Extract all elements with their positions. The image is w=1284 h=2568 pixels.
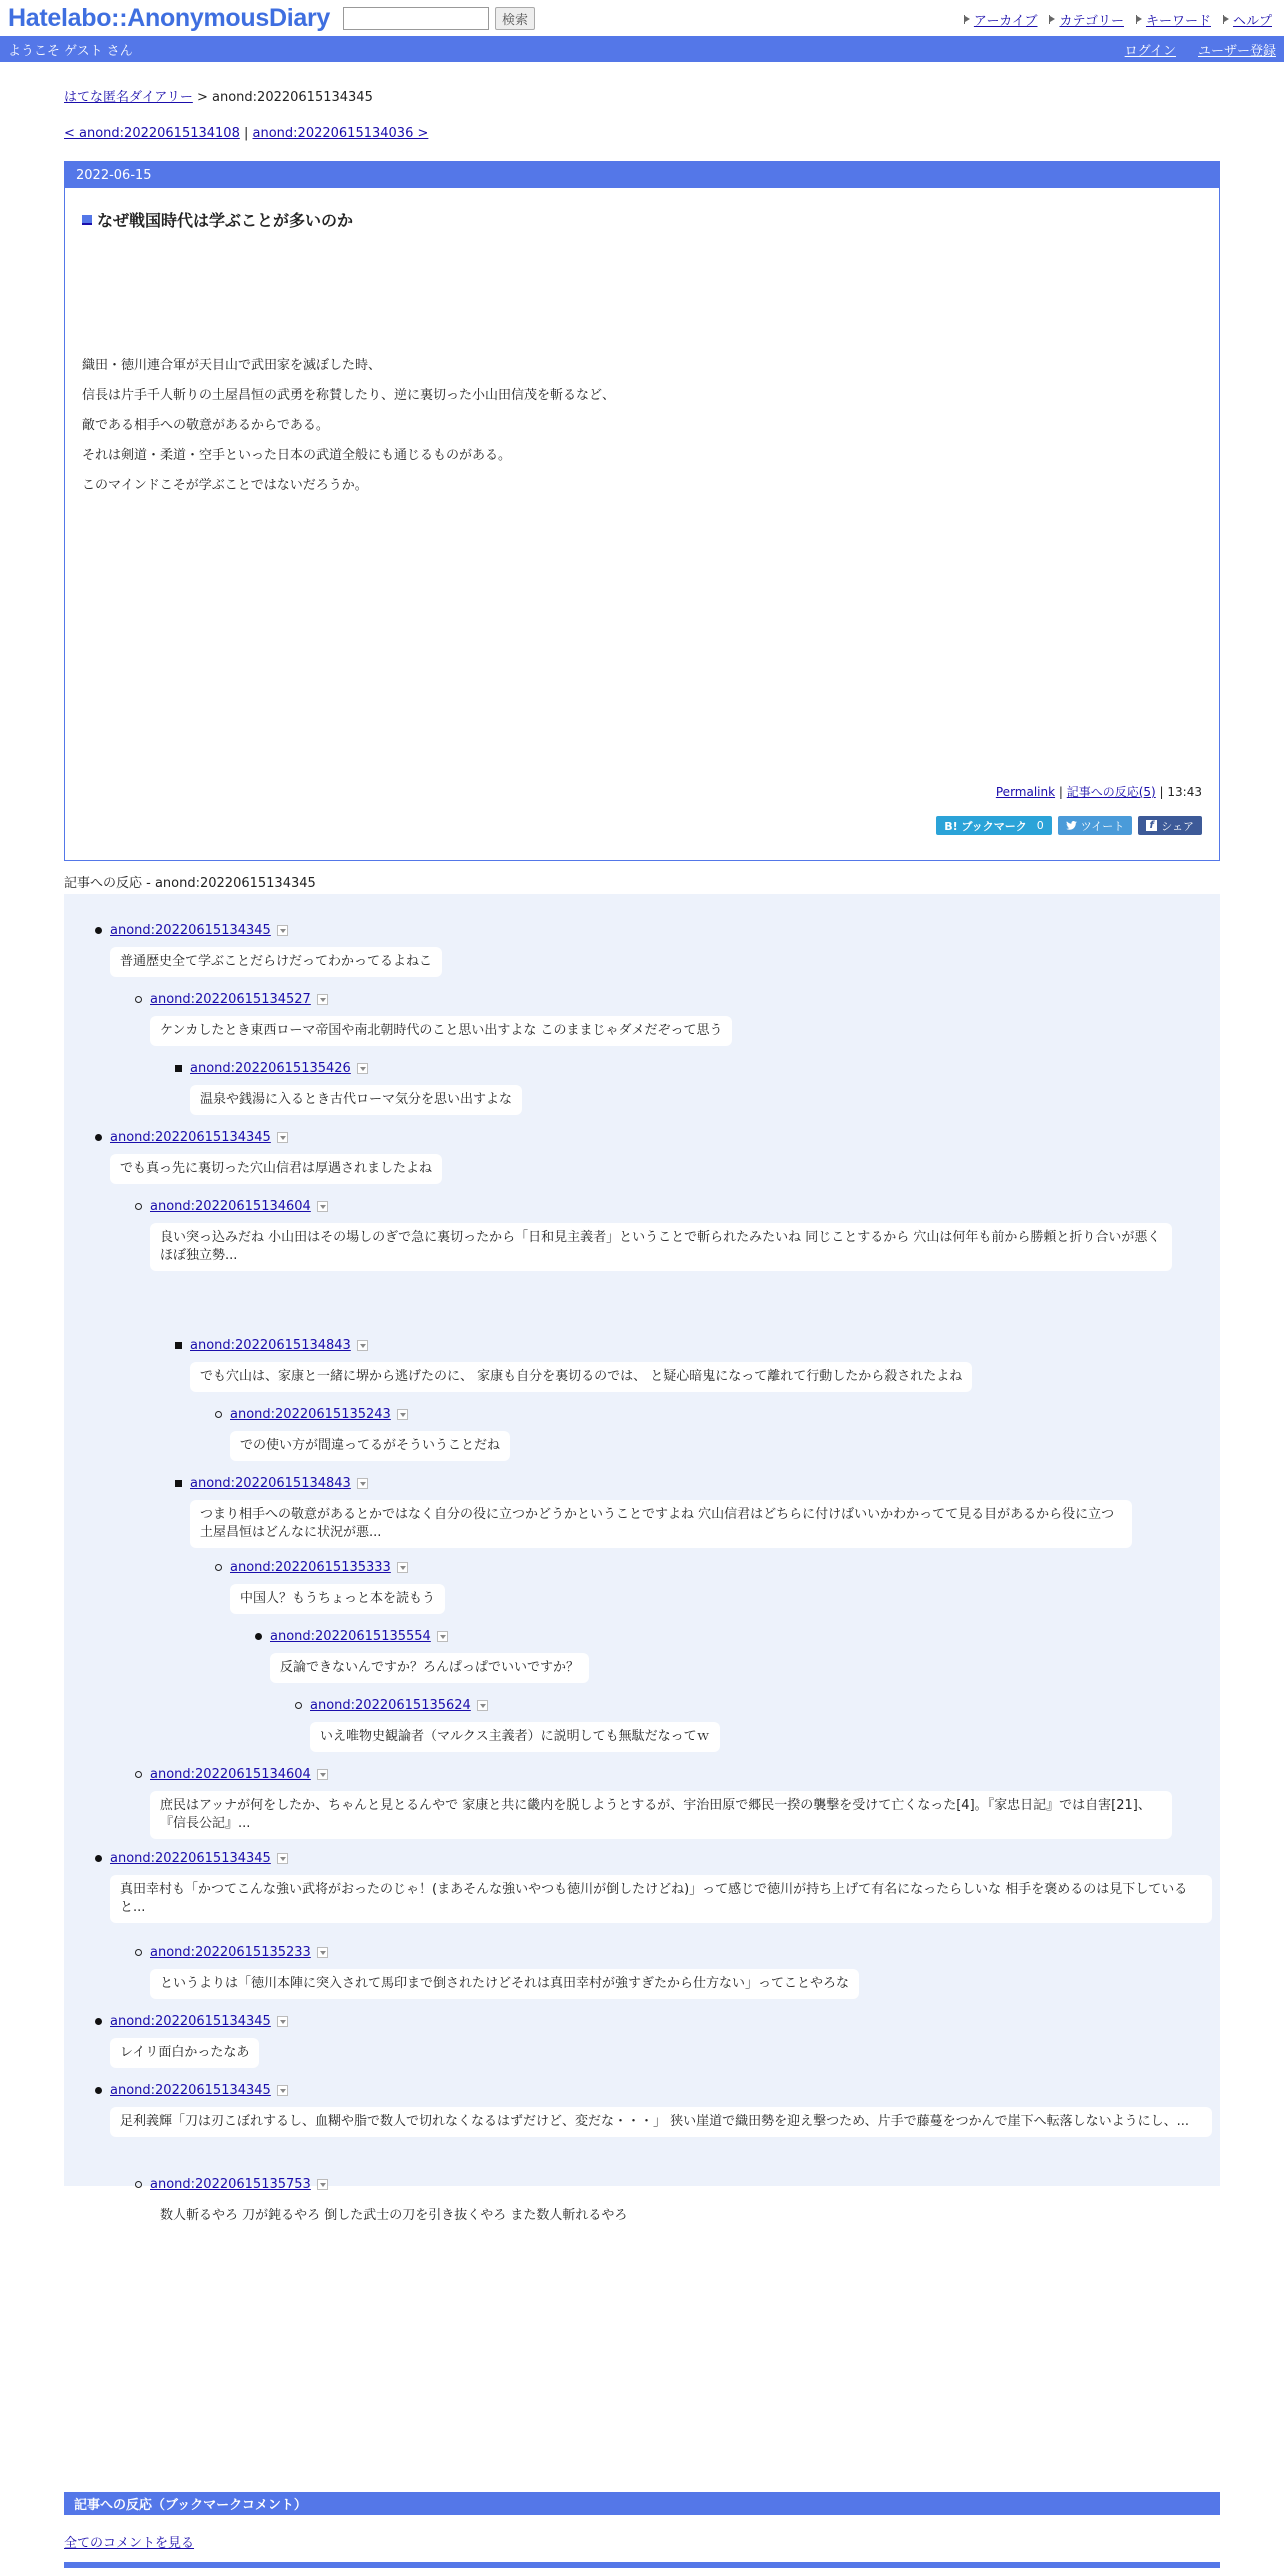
list-bullet-icon [215, 1564, 222, 1571]
header [0, 0, 1284, 36]
article-title-text: なぜ戦国時代は学ぶことが多いのか [97, 211, 354, 230]
arrow-right-icon [964, 15, 970, 24]
list-bullet-icon [95, 1134, 102, 1141]
all-comments-link[interactable]: 全てのコメントを見る [64, 2536, 195, 2551]
comment-header [175, 1475, 368, 1492]
body-line: 信長は片手千人斬りの土屋昌恒の武勇を称賛したり、逆に裏切った小山田信茂を斬るなど、 [82, 388, 616, 403]
comment-header [95, 922, 288, 939]
comment-bubble: 庶民はアッナが何をしたか、ちゃんと見とるんやで 家康と共に畿内を脱しようとするが、宇治田原で郷民一揆の襲撃を受けて亡くなった[4]。『家忠日記』では自害[21]、『信長公記』... [150, 1791, 1172, 1839]
bookmark-count: 0 [1036, 819, 1044, 832]
comment-header [295, 1697, 488, 1714]
comment-bubble: 良い突っ込みだね 小山田はその場しのぎで急に裏切ったから「日和見主義者」ということで斬られたみたいね 同じことするから 穴山は何年も前から勝頼と折り合いが悪くほぼ独立勢... [150, 1223, 1172, 1271]
comment-bubble: 真田幸村も「かつてこんな強い武将がおったのじゃ！(まあそんな強いやつも徳川が倒したけどね)」って感じで徳川が持ち上げて有名になったらしいな 相手を褒めるのは見下していると... [110, 1875, 1212, 1923]
comment-header [135, 1944, 328, 1961]
dropdown-icon[interactable] [277, 2016, 288, 2027]
reactions-link[interactable]: 記事への反応(5) [1066, 785, 1156, 799]
arrow-right-icon [1223, 15, 1229, 24]
comment-id-link[interactable]: anond:20220615135426 [190, 1061, 351, 1076]
comment-header [95, 2082, 288, 2099]
comment-bubble: 普通歴史全て学ぶことだらけだってわかってるよねこ [110, 947, 442, 977]
article-title [82, 208, 353, 231]
list-bullet-icon [215, 1411, 222, 1418]
comment-header [215, 1406, 408, 1423]
dropdown-icon[interactable] [357, 1063, 368, 1074]
comment-header [255, 1628, 448, 1645]
list-bullet-icon [295, 1702, 302, 1709]
dropdown-icon[interactable] [397, 1562, 408, 1573]
list-bullet-icon [95, 927, 102, 934]
comment-bubble: 足利義輝「刀は刃こぼれするし、血糊や脂で数人で切れなくなるはずだけど、変だな・・・」 狭い崖道で織田勢を迎え撃つため、片手で藤蔓をつかんで崖下へ転落しないようにし、... [110, 2107, 1212, 2137]
prev-entry-link[interactable]: < anond:20220615134108 [64, 126, 240, 141]
list-bullet-icon [95, 2018, 102, 2025]
dropdown-icon[interactable] [317, 1769, 328, 1780]
hatena-bookmark-label: B! ブックマーク [944, 819, 1027, 833]
comment-header [175, 1060, 368, 1077]
article-date: 2022-06-15 [65, 162, 1219, 188]
comment-id-link[interactable]: anond:20220615135233 [150, 1945, 311, 1960]
dropdown-icon[interactable] [437, 1631, 448, 1642]
permalink[interactable]: Permalink [995, 785, 1056, 799]
login-link[interactable]: ログイン [1124, 43, 1176, 59]
pager-separator: | [239, 126, 253, 141]
next-entry-link[interactable]: anond:20220615134036 > [252, 126, 429, 141]
comment-id-link[interactable]: anond:20220615134604 [150, 1199, 311, 1214]
breadcrumb [64, 86, 373, 105]
comment-id-link[interactable]: anond:20220615135243 [230, 1407, 391, 1422]
comment-header [95, 1850, 288, 1867]
comment-bubble: 反論できないんですか？ろんぱっぱでいいですか？ [270, 1653, 589, 1683]
dropdown-icon[interactable] [357, 1478, 368, 1489]
dropdown-icon[interactable] [317, 1947, 328, 1958]
list-bullet-icon [135, 1771, 142, 1778]
hatena-bookmark-button[interactable] [936, 816, 1051, 835]
comment-bubble: というよりは「徳川本陣に突入されて馬印まで倒されたけどそれは真田幸村が強すぎたから仕方ない」ってことやろな [150, 1969, 859, 1999]
search-input[interactable] [343, 7, 489, 30]
twitter-bird-icon [1066, 821, 1077, 830]
list-bullet-icon [135, 1203, 142, 1210]
comment-id-link[interactable]: anond:20220615135333 [230, 1560, 391, 1575]
body-line: 織田・徳川連合軍が天目山で武田家を滅ぼした時、 [82, 358, 382, 373]
comment-id-link[interactable]: anond:20220615134345 [110, 1851, 271, 1866]
dropdown-icon[interactable] [317, 994, 328, 1005]
list-bullet-icon [135, 1949, 142, 1956]
comment-id-link[interactable]: anond:20220615134527 [150, 992, 311, 1007]
dropdown-icon[interactable] [477, 1700, 488, 1711]
body-line: このマインドこそが学ぶことではないだろうか。 [82, 478, 368, 493]
article [64, 161, 1220, 861]
dropdown-icon[interactable] [317, 2179, 328, 2190]
comment-bubble: つまり相手への敬意があるとかではなく自分の役に立つかどうかということですよね 穴山信君はどちらに付けばいいかわかってて見る目があるから役に立つ 土屋昌恒はどんなに状況が悪... [190, 1500, 1132, 1548]
reactions-header: 記事への反応 - anond:20220615134345 [64, 872, 1220, 896]
comment-id-link[interactable]: anond:20220615135554 [270, 1629, 431, 1644]
comment-bubble: レイリ面白かったなあ [110, 2038, 259, 2068]
comment-tree [64, 894, 1220, 2223]
list-bullet-icon [175, 1342, 182, 1349]
comment-id-link[interactable]: anond:20220615134345 [110, 2083, 271, 2098]
list-bullet-icon [135, 2181, 142, 2188]
nav-help[interactable]: ヘルプ [1223, 10, 1272, 29]
list-bullet-icon [95, 2087, 102, 2094]
comment-header [95, 2013, 288, 2030]
user-bar [0, 36, 1284, 62]
list-bullet-icon [175, 1480, 182, 1487]
comment-id-link[interactable]: anond:20220615134345 [110, 2014, 271, 2029]
facebook-f-icon: f [1146, 820, 1157, 831]
dropdown-icon[interactable] [277, 1853, 288, 1864]
comment-id-link[interactable]: anond:20220615134345 [110, 1130, 271, 1145]
dropdown-icon[interactable] [397, 1409, 408, 1420]
nav-category[interactable]: カテゴリー [1049, 10, 1123, 29]
comment-bubble: での使い方が間違ってるがそういうことだね [230, 1431, 510, 1461]
article-body [82, 351, 615, 501]
comment-header [215, 1559, 408, 1576]
comment-header [95, 1129, 288, 1146]
comment-header [135, 2176, 328, 2193]
dropdown-icon[interactable] [277, 1132, 288, 1143]
comment-id-link[interactable]: anond:20220615135624 [310, 1698, 471, 1713]
comment-id-link[interactable]: anond:20220615134843 [190, 1338, 351, 1353]
body-line: それは剣道・柔道・空手といった日本の武道全般にも通じるものがある。 [82, 448, 512, 463]
comment-bubble: でも真っ先に裏切った穴山信君は厚遇されましたよね [110, 1154, 442, 1184]
square-bullet-icon[interactable] [82, 215, 92, 225]
dropdown-icon[interactable] [317, 1201, 328, 1212]
comment-bubble: でも穴山は、家康と一緒に堺から逃げたのに、 家康も自分を裏切るのでは、 と疑心暗鬼になって離れて行動したから殺されたよね [190, 1362, 972, 1392]
breadcrumb-home-link[interactable]: はてな匿名ダイアリー [64, 90, 193, 105]
list-bullet-icon [255, 1633, 262, 1640]
tweet-label: ツイート [1080, 819, 1125, 833]
comment-bubble: 数人斬るやろ 刀が鈍るやろ 倒した武士の刀を引き抜くやろ また数人斬れるやろ [150, 2201, 637, 2231]
site-logo[interactable]: Hatelabo::AnonymousDiary [8, 3, 331, 32]
breadcrumb-current: anond:20220615134345 [212, 90, 373, 105]
tweet-button[interactable] [1058, 816, 1132, 835]
comment-bubble: ケンカしたとき東西ローマ帝国や南北朝時代のこと思い出すよな このままじゃダメだぞって思う [150, 1016, 732, 1046]
post-time: 13:43 [1167, 785, 1202, 799]
facebook-share-label: シェア [1161, 819, 1194, 833]
top-nav [964, 10, 1272, 29]
list-bullet-icon [135, 996, 142, 1003]
search-button[interactable]: 検索 [495, 7, 535, 30]
comment-header [135, 991, 328, 1008]
comment-bubble: 温泉や銭湯に入るとき古代ローマ気分を思い出すよな [190, 1085, 522, 1115]
list-bullet-icon [175, 1065, 182, 1072]
comment-id-link[interactable]: anond:20220615134843 [190, 1476, 351, 1491]
comment-bubble: 中国人？もうちょっと本を読もう [230, 1584, 445, 1614]
dropdown-icon[interactable] [357, 1340, 368, 1351]
breadcrumb-separator: > [192, 90, 213, 105]
meta-separator: | [1155, 785, 1168, 799]
pager [64, 126, 428, 141]
dropdown-icon[interactable] [277, 925, 288, 936]
comment-bubble: いえ唯物史観論者（マルクス主義者）に説明しても無駄だなってｗ [310, 1722, 720, 1752]
share-buttons [936, 816, 1202, 835]
article-meta [996, 783, 1202, 800]
comment-id-link[interactable]: anond:20220615135753 [150, 2177, 311, 2192]
comment-header [135, 1198, 328, 1215]
nav-keyword[interactable]: キーワード [1136, 10, 1211, 29]
facebook-share-button[interactable] [1138, 816, 1202, 835]
bookmark-section-header: 記事への反応（ブックマークコメント） [64, 2492, 1220, 2515]
arrow-right-icon [1049, 15, 1055, 24]
welcome-text: ようこそ ゲスト さん [8, 43, 133, 59]
comment-header [135, 1766, 328, 1783]
body-line: 敵である相手への敬意があるからである。 [82, 418, 329, 433]
nav-archive[interactable]: アーカイブ [964, 10, 1038, 29]
register-link[interactable]: ユーザー登録 [1197, 43, 1276, 59]
arrow-right-icon [1136, 15, 1142, 24]
comment-id-link[interactable]: anond:20220615134345 [110, 923, 271, 938]
comment-id-link[interactable]: anond:20220615134604 [150, 1767, 311, 1782]
meta-separator: | [1055, 785, 1067, 799]
comment-header [175, 1337, 368, 1354]
bottom-divider [64, 2562, 1220, 2568]
dropdown-icon[interactable] [277, 2085, 288, 2096]
list-bullet-icon [95, 1855, 102, 1862]
